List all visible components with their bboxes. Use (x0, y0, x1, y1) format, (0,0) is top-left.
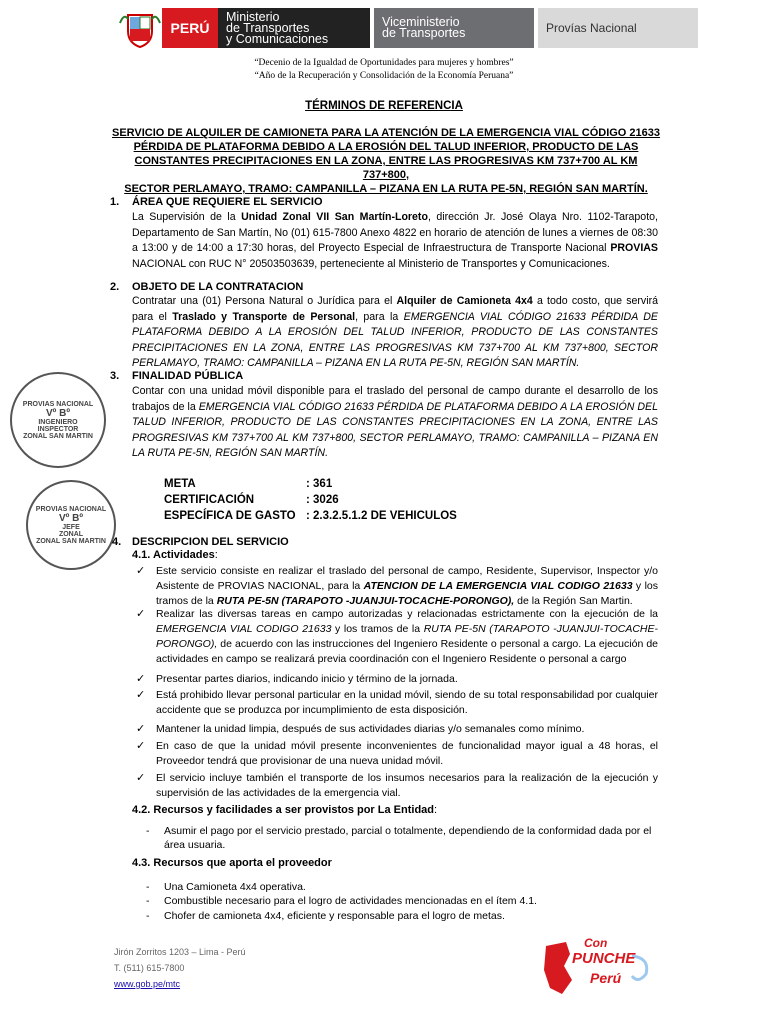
footer-phone: T. (511) 615-7800 (114, 963, 185, 973)
checkmark-icon: ✓ (136, 565, 146, 577)
checkmark-icon: ✓ (136, 723, 146, 735)
peru-brand: PERÚ (162, 8, 218, 48)
ministry-block: Ministerio de Transportes y Comunicaciones (218, 8, 370, 48)
activity-item-4: ✓ Está prohibido llevar personal particular en la unidad móvil, siendo de su total responsabilidad por cualquier accidente que se produzca por incumplimiento de esta disposición. (136, 689, 658, 716)
activity-item-3: ✓ Presentar partes diarios, indicando inicio y término de la jornada. (136, 673, 458, 685)
entity-resource-1: - Asumir el pago por el servicio prestado, parcial o totalmente, dependiendo de la conformidad dada por el área usuaria. (146, 825, 652, 851)
section-2-heading: OBJETO DE LA CONTRATACION (132, 281, 304, 293)
activity-item-7: ✓ El servicio incluye también el transporte de los insumos necesarios para la realización de la ejecución y supervisión de las actividades de la emergencia vial. (136, 772, 658, 799)
checkmark-icon: ✓ (136, 740, 146, 752)
section-1-heading: ÁREA QUE REQUIERE EL SERVICIO (132, 196, 323, 208)
checkmark-icon: ✓ (136, 673, 146, 685)
section-1-number: 1. (110, 196, 120, 208)
section-3-body: Contar con una unidad móvil disponible para el traslado del personal de campo durante el desarrollo de los trabajos de la EMERGENCIA VIAL CÓDIGO 21633 PÉRDIDA DE PLATAFORMA DEBIDO A LA EROSIÓN DEL TALUD INFERIOR, PRODUCTO DE LAS CONSTANTES PRECIPITACIONES EN LA ZONA, ENTRE LAS PROGRESIVAS KM 737+700 AL KM 737+800, SECTOR PERLAMAYO, TRAMO: CAMPANILLA – PIZANA EN LA RUTA PE-5N, REGIÓN SAN MARTÍN. (132, 385, 658, 459)
header-bar (112, 8, 698, 50)
checkmark-icon: ✓ (136, 772, 146, 784)
activity-item-2: ✓ Realizar las diversas tareas en campo autorizadas y relacionadas estrictamente con la ejecución de la EMERGENCIA VIAL CODIGO 21633 y los tramos de la RUTA PE-5N (TARAPOTO -JUANJUI-TOCACHE-PORONGO), de acuerdo con las instrucciones del Ingeniero Residente o personal a cargo. La ejecución de actividades en campo se realizará previa coordinación con el Ingeniero Residente o personal a cargo (136, 608, 658, 665)
year-quote: “Año de la Recuperación y Consolidación de la Economía Peruana” (254, 71, 514, 81)
subsection-4-3: 4.3. Recursos que aporta el proveedor (132, 857, 332, 869)
viceministry-block: Viceministerio de Transportes (374, 8, 534, 48)
inspector-stamp: PROVIAS NACIONAL Vº Bº INGENIERO INSPECTOR ZONAL SAN MARTIN (10, 372, 106, 468)
provider-resource-3: - Chofer de camioneta 4x4, eficiente y responsable para el logro de metas. (146, 910, 505, 922)
activity-item-6: ✓ En caso de que la unidad móvil presente inconvenientes de funcionalidad mayor igual a 48 horas, el Proveedor tendrá que provisionar de una nueva unidad móvil. (136, 740, 658, 767)
provider-resource-2: - Combustible necesario para el logro de actividades mencionadas en el ítem 4.1. (146, 895, 537, 907)
checkmark-icon: ✓ (136, 608, 146, 620)
section-2-number: 2. (110, 281, 120, 293)
section-3-number: 3. (110, 370, 120, 382)
decade-quote: “Decenio de la Igualdad de Oportunidades para mujeres y hombres” (254, 58, 514, 68)
subsection-4-2: 4.2. Recursos y facilidades a ser provistos por La Entidad: (132, 804, 438, 816)
activity-item-1: ✓ Este servicio consiste en realizar el traslado del personal de campo, Residente, Supervisor, Inspector y/o Asistente de PROVIAS NACIONAL, para la ATENCION DE LA EMERGENCIA VIAL CODIGO 21633 y los tramos de la RUTA PE-5N (TARAPOTO -JUANJUI-TOCACHE-PORONGO), de la Región San Martin. (136, 565, 658, 607)
footer-address: Jirón Zorritos 1203 – Lima - Perú (114, 947, 246, 957)
section-3-heading: FINALIDAD PÚBLICA (132, 370, 244, 382)
provider-resource-1: - Una Camioneta 4x4 operativa. (146, 881, 306, 893)
checkmark-icon: ✓ (136, 689, 146, 701)
zonal-chief-stamp: PROVIAS NACIONAL Vº Bº JEFE ZONAL ZONAL SAN MARTIN (26, 480, 116, 570)
section-2-body: Contratar una (01) Persona Natural o Jurídica para el Alquiler de Camioneta 4x4 a todo costo, que servirá para el Traslado y Transporte de Personal, para la EMERGENCIA VIAL CÓDIGO 21633 PÉRDIDA DE PLATAFORMA DEBIDO A LA EROSIÓN DEL TALUD INFERIOR, PRODUCTO DE LAS CONSTANTES PRECIPITACIONES EN LA ZONA, ENTRE LAS PROGRESIVAS KM 737+700 AL KM 737+800, SECTOR PERLAMAYO, TRAMO: CAMPANILLA – PIZANA EN LA RUTA PE-5N, REGIÓN SAN MARTÍN. (132, 295, 658, 369)
provias-block: Provías Nacional (538, 8, 698, 48)
section-4-heading: DESCRIPCION DEL SERVICIO (132, 536, 289, 548)
footer-web-link[interactable]: www.gob.pe/mtc (114, 979, 181, 989)
con-punche-peru-logo: Con PUNCHE Perú (536, 936, 656, 1000)
page-title: TÉRMINOS DE REFERENCIA (305, 100, 463, 112)
meta-block: META : 361 CERTIFICACIÓN : 3026 ESPECÍFICA DE GASTO : 2.3.2.5.1.2 DE VEHICULOS (164, 478, 457, 522)
footer-contact (114, 944, 246, 992)
activity-item-5: ✓ Mantener la unidad limpia, después de sus actividades diarias y/o semanales como mínimo. (136, 723, 585, 735)
section-1-body: La Supervisión de la Unidad Zonal VII San Martín-Loreto, dirección Jr. José Olaya Nro. 1102-Tarapoto, Departamento de San Martín, No (01) 615-7800 Anexo 4822 en horario de atención de lunes a viernes de 08:30 a 13:00 y de 14:00 a 17:30 horas, del Proyecto Especial de Infraestructura de Transporte Nacional PROVIAS NACIONAL con RUC N° 20503503639, perteneciente al Ministerio de Transportes y Comunicaciones. (132, 211, 658, 270)
section-4-number: 4. (112, 536, 122, 548)
subsection-4-1: 4.1. Actividades: (132, 549, 218, 561)
service-title: SERVICIO DE ALQUILER DE CAMIONETA PARA LA ATENCIÓN DE LA EMERGENCIA VIAL CÓDIGO 21633 PÉRDIDA DE PLATAFORMA DEBIDO A LA EROSIÓN DEL TALUD INFERIOR, PRODUCTO DE LAS CONSTANTES PRECIPITACIONES EN LA ZONA, ENTRE LAS PROGRESIVAS KM 737+700 AL KM 737+800, SECTOR PERLAMAYO, TRAMO: CAMPANILLA – PIZANA EN LA RUTA PE-5N, REGIÓN SAN MARTÍN. (111, 127, 661, 195)
